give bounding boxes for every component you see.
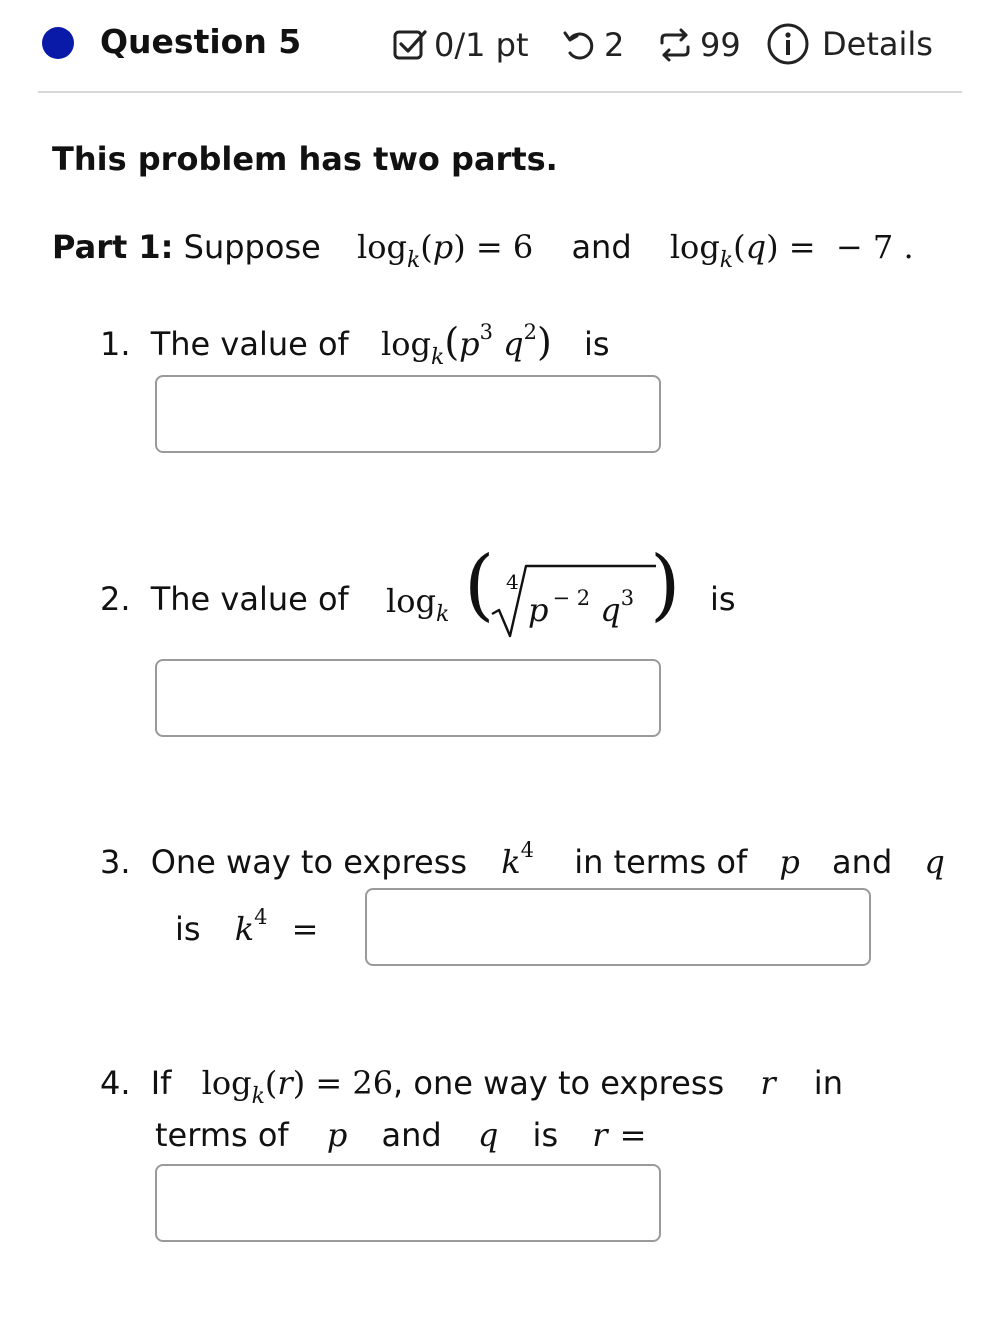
attempts-indicator	[562, 26, 624, 64]
answer-input-2[interactable]	[155, 659, 661, 737]
log-p-value: 6	[512, 228, 534, 266]
part1-statement: Part 1: Suppose $\log_k(p) = 6$ and $\log_k(q)$ = − 7 .	[52, 228, 914, 273]
item-2-number: 2.	[100, 580, 131, 618]
item-4-terms-of: terms of	[155, 1116, 289, 1154]
item-3-middle: in terms of	[574, 843, 748, 881]
score-text: 0/1 pt	[434, 26, 529, 64]
attempts-text: 2	[604, 26, 625, 64]
item-4-if: If	[150, 1064, 172, 1102]
repeat-icon	[656, 27, 694, 63]
item-3-is-line: is $k^4$ =	[175, 905, 319, 948]
item-1-number: 1.	[100, 325, 131, 363]
checkbox-icon	[392, 27, 428, 63]
info-icon	[766, 22, 810, 66]
item-4-is: is	[532, 1116, 559, 1154]
submissions-text: 99	[700, 26, 741, 64]
item-4-and: and	[381, 1116, 442, 1154]
item-3-number: 3.	[100, 843, 131, 881]
answer-input-1[interactable]	[155, 375, 661, 453]
log-q-value: − 7	[835, 228, 894, 266]
item-3-question: 3. One way to express $k^4$ in terms of p and q	[100, 838, 945, 881]
submissions-indicator	[656, 26, 741, 64]
and-text: and	[571, 228, 632, 266]
answer-input-4[interactable]	[155, 1164, 661, 1242]
item-1-question: 1. The value of $\log_k(p^3$ $q^2$) is	[100, 320, 610, 370]
item-4-number: 4.	[100, 1064, 131, 1102]
item-2-log: $\log_k$	[386, 582, 450, 627]
item-2-suffix: is	[710, 580, 736, 618]
problem-intro: This problem has two parts.	[52, 140, 558, 178]
radical-index: 4	[506, 570, 519, 594]
item-3-and: and	[832, 843, 893, 881]
item-3-is: is	[175, 910, 201, 948]
status-dot-icon	[42, 27, 74, 59]
item-2-number-prefix	[100, 580, 349, 618]
item-3-prefix: One way to express	[150, 843, 468, 881]
item-2-prefix: The value of	[150, 580, 349, 618]
item-1-prefix: The value of	[150, 325, 349, 363]
question-title: Question 5	[100, 22, 302, 61]
item-1-suffix: is	[584, 325, 610, 363]
details-label: Details	[822, 25, 933, 63]
item-4-in: in	[813, 1064, 843, 1102]
part1-label: Part 1:	[52, 228, 174, 266]
score-indicator	[392, 26, 529, 64]
item-4-question-line1: 4. If $\log_k(r) = 26$, one way to express r in	[100, 1064, 843, 1109]
item-4-question-line2: terms of p and q is r =	[155, 1116, 647, 1154]
answer-input-3[interactable]	[365, 888, 871, 966]
item-4-text1: , one way to express	[393, 1064, 725, 1102]
item-2-left-paren: (	[464, 540, 495, 630]
retry-icon	[562, 27, 598, 63]
item-2-right-paren: )	[650, 540, 681, 630]
header-divider	[38, 91, 962, 93]
item-4-log-value: 26	[352, 1064, 394, 1102]
suppose-text: Suppose	[183, 228, 321, 266]
details-button[interactable]	[766, 22, 933, 66]
item-2-radicand: p $^{- 2}$ $q^3$	[528, 586, 635, 629]
